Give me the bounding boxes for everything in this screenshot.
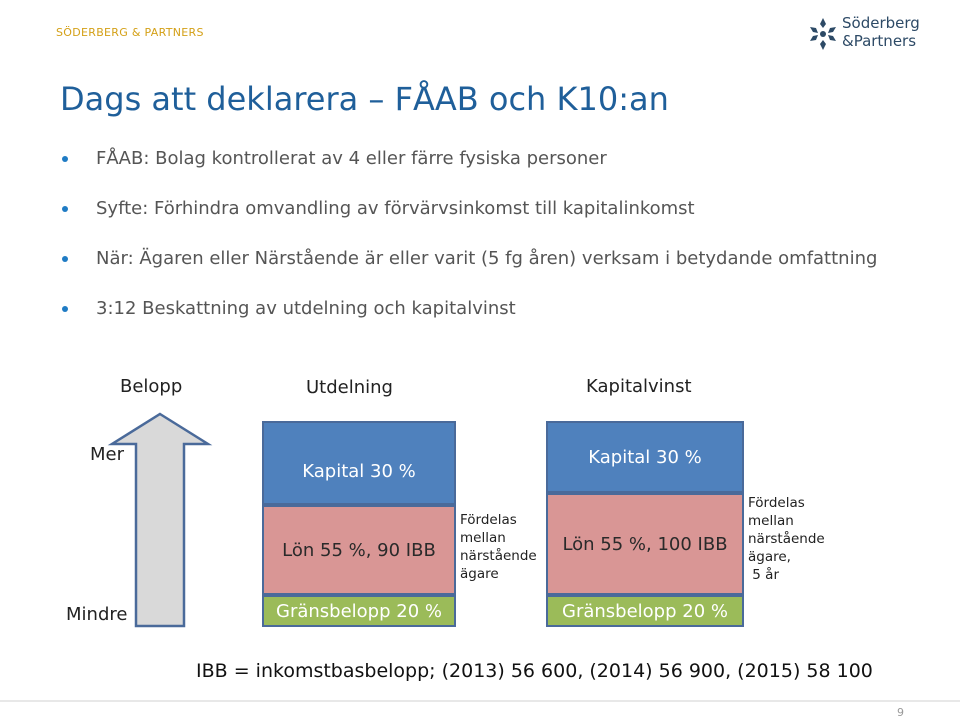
note-line: ägare, [748, 549, 791, 565]
bullet-list [62, 146, 922, 346]
bullet-text: FÅAB: Bolag kontrollerat av 4 eller färre fysiska personer [96, 148, 607, 169]
note-line: Fördelas [460, 512, 517, 528]
bullet-dot-icon [62, 156, 68, 162]
utdelning-gransbelopp-block: Gränsbelopp 20 % [262, 595, 456, 627]
bullet-text: 3:12 Beskattning av utdelning och kapitalvinst [96, 298, 516, 319]
note-line: närstående [460, 548, 537, 564]
logo-text-line2: &Partners [842, 32, 917, 50]
heading-utdelning: Utdelning [306, 377, 393, 398]
kapitalvinst-gransbelopp-block: Gränsbelopp 20 % [546, 595, 744, 627]
utdelning-kapital-block: Kapital 30 % [262, 421, 456, 505]
bullet-dot-icon [62, 206, 68, 212]
bullet-item [62, 296, 922, 322]
page-number: 9 [897, 706, 904, 719]
heading-kapitalvinst: Kapitalvinst [586, 376, 692, 397]
bullet-dot-icon [62, 256, 68, 262]
bullet-text: Syfte: Förhindra omvandling av förvärvsinkomst till kapitalinkomst [96, 198, 695, 219]
label-mindre: Mindre [66, 604, 128, 625]
bullet-item [62, 196, 922, 222]
utdelning-lon-block: Lön 55 %, 90 IBB [262, 505, 456, 595]
kapitalvinst-kapital-block: Kapital 30 % [546, 421, 744, 493]
bullet-item [62, 246, 922, 272]
brand-wordmark-small: SÖDERBERG & PARTNERS [56, 26, 204, 39]
footer-divider [0, 700, 960, 702]
kapitalvinst-lon-block: Lön 55 %, 100 IBB [546, 493, 744, 595]
label-mer: Mer [90, 444, 125, 465]
bullet-text: När: Ägaren eller Närstående är eller varit (5 fg åren) verksam i betydande omfattning [96, 248, 878, 269]
utdelning-note [460, 511, 537, 583]
bullet-item [62, 146, 922, 172]
kapitalvinst-note [748, 494, 825, 584]
heading-belopp: Belopp [120, 376, 183, 397]
note-line: närstående [748, 531, 825, 547]
slide-title: Dags att deklarera – FÅAB och K10:an [60, 80, 669, 118]
up-arrow-icon [106, 410, 216, 630]
snowflake-icon [808, 16, 838, 52]
ibb-footnote: IBB = inkomstbasbelopp; (2013) 56 600, (2014) 56 900, (2015) 58 100 [196, 660, 873, 682]
note-line: 5 år [748, 567, 779, 583]
note-line: ägare [460, 566, 499, 582]
note-line: Fördelas [748, 495, 805, 511]
note-line: mellan [748, 513, 794, 529]
logo-text-line1: Söderberg [842, 14, 920, 32]
bullet-dot-icon [62, 306, 68, 312]
company-logo [808, 14, 928, 54]
note-line: mellan [460, 530, 506, 546]
